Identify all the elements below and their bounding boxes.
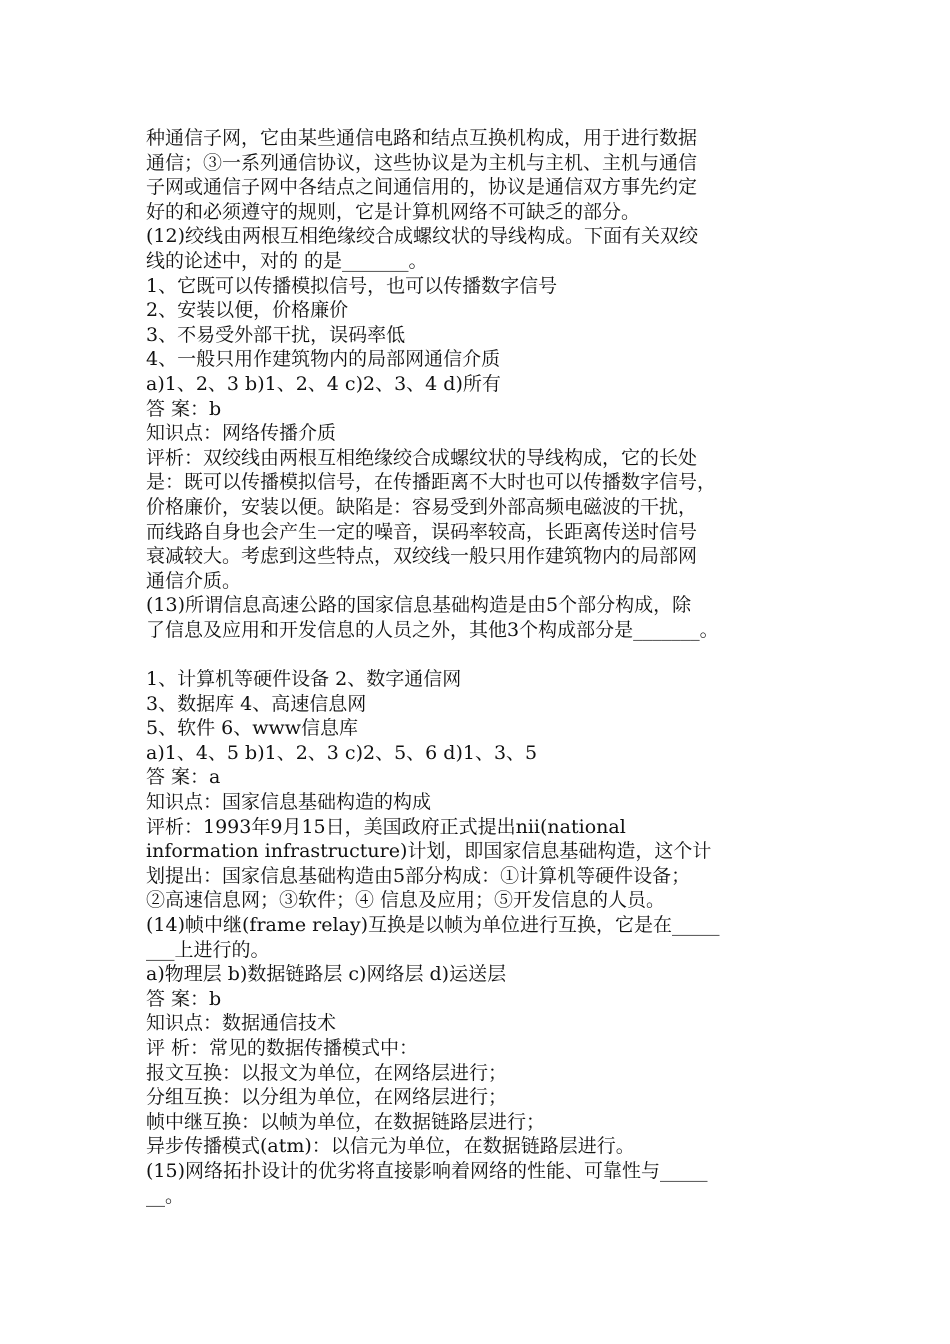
text-line: 而线路自身也会产生一定的噪音，误码率较高，长距离传送时信号 [146,520,698,543]
text-line: (14)帧中继(frame relay)互换是以帧为单位进行互换，它是在_____ [146,914,720,936]
text-line: (15)网络拓扑设计的优劣将直接影响着网络的性能、可靠性与_____ [146,1159,708,1182]
text-line: 评析：双绞线由两根互相绝缘绞合成螺纹状的导线构成，它的长处 [146,446,698,469]
text-line: (12)绞线由两根互相绝缘绞合成螺纹状的导线构成。下面有关双绞 [146,225,699,248]
text-line: ___上进行的。 [146,938,270,961]
document-body [146,126,826,1208]
text-line: 子网或通信子网中各结点之间通信用的，协议是通信双方事先约定 [146,176,698,199]
text-line: 帧中继互换：以帧为单位，在数据链路层进行； [146,1110,546,1133]
text-line: 异步传播模式(atm)：以信元为单位，在数据链路层进行。 [146,1135,635,1158]
text-line: 报文互换：以报文为单位，在网络层进行； [146,1061,508,1084]
text-line: information infrastructure)计划，即国家信息基础构造，这个计 [146,840,712,863]
text-line: ②高速信息网；③软件；④ 信息及应用；⑤开发信息的人员。 [146,889,666,912]
text-line: 通信介质。 [146,569,242,592]
text-line: 1、计算机等硬件设备 2、数字通信网 [146,668,462,691]
text-line: 种通信子网，它由某些通信电路和结点互换机构成，用于进行数据 [146,127,698,149]
text-line: a)1、2、3 b)1、2、4 c)2、3、4 d)所有 [146,372,501,395]
text-line: 了信息及应用和开发信息的人员之外，其他3个构成部分是_______。 [146,618,719,641]
text-line: 通信；③一系列通信协议，这些协议是为主机与主机、主机与通信 [146,151,698,174]
text-line: 评 析：常见的数据传播模式中： [146,1036,419,1059]
text-line: __。 [146,1184,185,1207]
text-line: 价格廉价，安装以便。缺陷是：容易受到外部高频电磁波的干扰， [146,495,698,518]
text-line: 线的论述中，对的 的是_______。 [146,249,428,272]
text-line: 知识点：国家信息基础构造的构成 [146,791,432,814]
text-line: 答 案：b [146,397,222,420]
text-line: a)物理层 b)数据链路层 c)网络层 d)运送层 [146,963,507,986]
text-line: 分组互换：以分组为单位，在网络层进行； [146,1086,508,1109]
text-line: 3、数据库 4、高速信息网 [146,692,367,715]
text-line: 4、一般只用作建筑物内的局部网通信介质 [146,348,501,371]
text-line: 答 案：a [146,766,221,789]
text-line: 2、安装以便，价格廉价 [146,299,349,322]
text-line: 好的和必须遵守的规则，它是计算机网络不可缺乏的部分。 [146,200,641,223]
text-line: a)1、4、5 b)1、2、3 c)2、5、6 d)1、3、5 [146,741,538,764]
text-line: 是：既可以传播模拟信号，在传播距离不大时也可以传播数字信号， [146,471,717,494]
blank-line [146,642,826,667]
text-line: 3、不易受外部干扰，误码率低 [146,323,406,346]
text-line: 5、软件 6、www信息库 [146,717,359,740]
text-line: 衰减较大。考虑到这些特点，双绞线一般只用作建筑物内的局部网 [146,545,698,568]
text-line: 划提出：国家信息基础构造由5部分构成：①计算机等硬件设备； [146,864,691,887]
text-line: 评析：1993年9月15日，美国政府正式提出nii(national [146,815,626,838]
text-line: 1、它既可以传播模拟信号，也可以传播数字信号 [146,274,558,297]
text-line: 知识点：数据通信技术 [146,1012,337,1035]
text-line: (13)所谓信息高速公路的国家信息基础构造是由5个部分构成，除 [146,594,692,617]
text-line: 答 案：b [146,987,222,1010]
text-line: 知识点：网络传播介质 [146,422,337,445]
